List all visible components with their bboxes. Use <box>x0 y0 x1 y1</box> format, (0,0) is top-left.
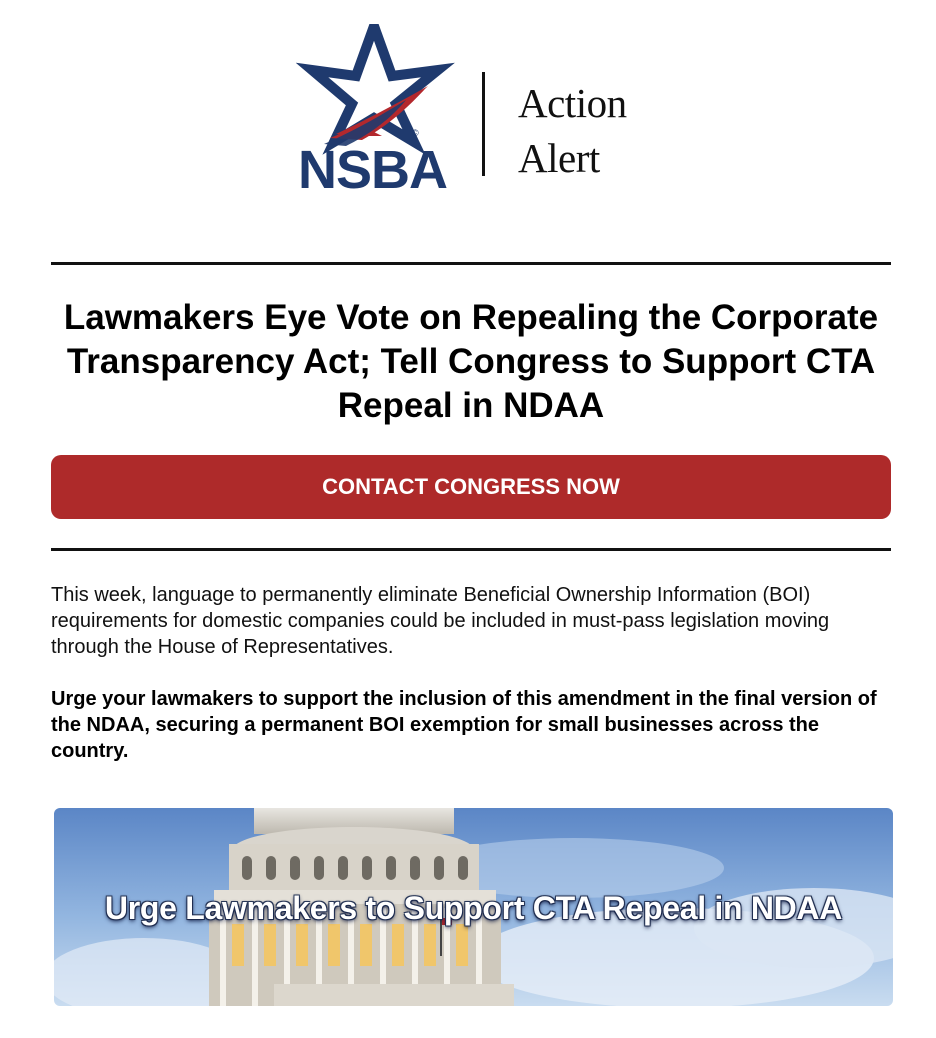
banner-caption: Urge Lawmakers to Support CTA Repeal in NDAA <box>104 890 843 926</box>
top-divider <box>51 262 891 265</box>
body-copy <box>51 582 891 790</box>
nsba-star-logo-icon <box>296 24 456 196</box>
call-to-action-paragraph: Urge your lawmakers to support the inclusion of this amendment in the final version of the NDAA, securing a permanent BOI exemption for small businesses across the country. <box>51 688 877 762</box>
logo-org-name: NSBA <box>298 140 448 196</box>
contact-congress-button[interactable]: CONTACT CONGRESS NOW <box>51 455 891 519</box>
logo-divider <box>482 72 485 176</box>
nsba-logo <box>296 24 656 196</box>
action-alert-wordmark <box>518 76 627 186</box>
bottom-divider <box>51 548 891 551</box>
registered-mark: © <box>412 128 419 138</box>
wordmark-line-2: Alert <box>518 135 600 181</box>
intro-paragraph: This week, language to permanently eliminate Beneficial Ownership Information (BOI) requirements for domestic companies could be included in must-pass legislation moving through the House of Representatives. <box>51 584 830 658</box>
headline: Lawmakers Eye Vote on Repealing the Corporate Transparency Act; Tell Congress to Support CTA Repeal in NDAA <box>63 298 879 425</box>
wordmark-line-1: Action <box>518 80 627 126</box>
capitol-banner-image[interactable] <box>54 808 893 1006</box>
